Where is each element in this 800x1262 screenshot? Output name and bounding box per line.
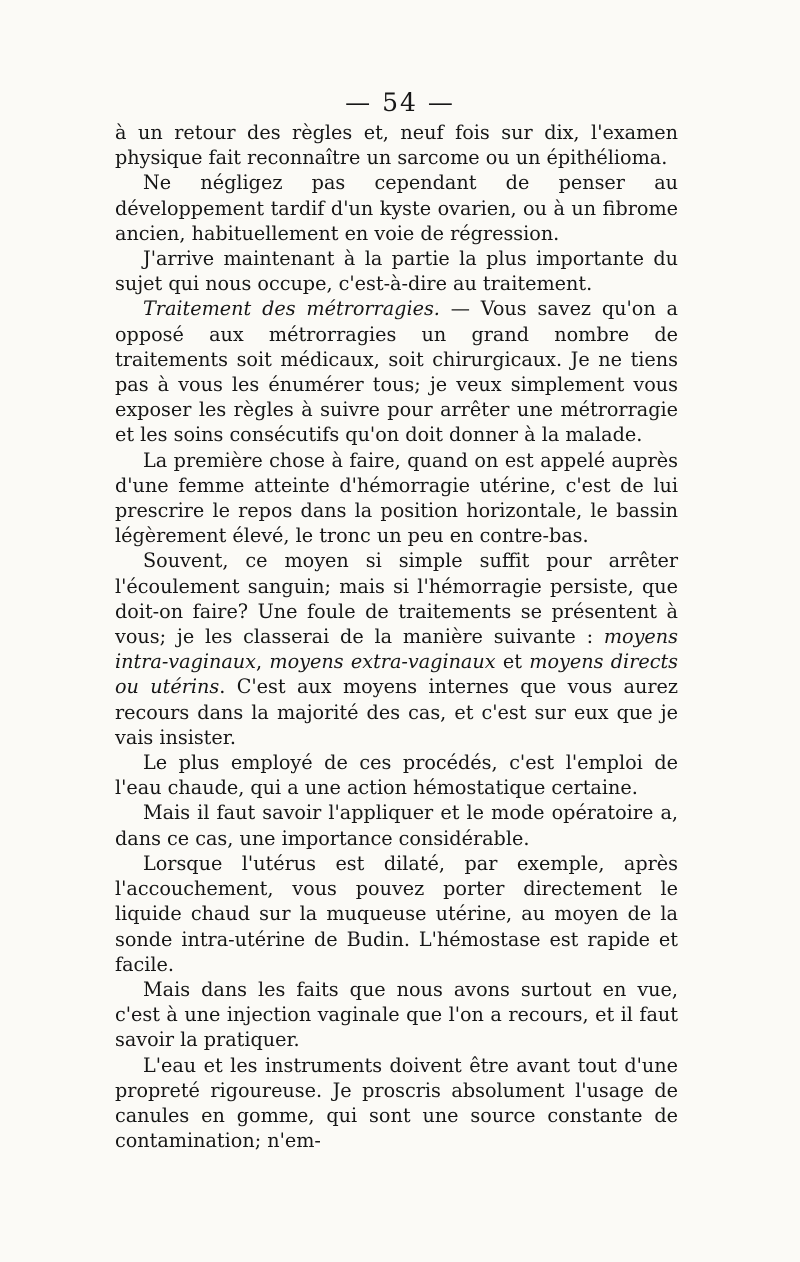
emphasis: moyens extra-vaginaux <box>269 650 496 674</box>
text-column <box>115 120 678 1153</box>
paragraph: Mais il faut savoir l'appliquer et le mode opératoire a, dans ce cas, une importance considérable. <box>115 801 678 850</box>
paragraph-text: et <box>495 650 530 674</box>
paragraph-continuation: à un retour des règles et, neuf fois sur dix, l'examen physique fait reconnaître un sarcome ou un épithélioma. <box>115 121 678 170</box>
paragraph: Lorsque l'utérus est dilaté, par exemple, après l'accouchement, vous pouvez porter directement le liquide chaud sur la muqueuse utérine, au moyen de la sonde intra-utérine de Budin. L'hémostase est rapide et facile. <box>115 851 678 976</box>
paragraph: L'eau et les instruments doivent être avant tout d'une propreté rigoureuse. Je proscris absolument l'usage de canules en gomme, qui sont une source constante de contamination; n'em- <box>115 1053 678 1153</box>
paragraph <box>115 548 678 750</box>
paragraph: La première chose à faire, quand on est appelé auprès d'une femme atteinte d'hémorragie utérine, c'est de lui prescrire le repos dans la position horizontale, le bassin légèrement élevé, le tronc un peu en contre-bas. <box>115 448 678 548</box>
paragraph-text: Souvent, ce moyen si simple suffit pour arrêter l'écoulement sanguin; mais si l'hémorragie persiste, que doit-on faire? Une foule de traitements se présentent à vous; je les classerai de la manière suivante : <box>115 549 678 649</box>
emphasis: moyens intra-vaginaux <box>115 625 678 674</box>
paragraph-text: . C'est aux moyens internes que vous aurez recours dans la majorité des cas, et c'est sur eux que je vais insister. <box>115 675 678 749</box>
page-number: — 54 — <box>345 88 455 117</box>
paragraph: Ne négligez pas cependant de penser au développement tardif d'un kyste ovarien, ou à un fibrome ancien, habituellement en voie de régression. <box>115 171 678 245</box>
paragraph-text: , <box>255 650 270 674</box>
paragraph-section-heading <box>115 296 678 447</box>
paragraph: Le plus employé de ces procédés, c'est l'emploi de l'eau chaude, qui a une action hémostatique certaine. <box>115 751 678 800</box>
paragraph: Mais dans les faits que nous avons surtout en vue, c'est à une injection vaginale que l'on a recours, et il faut savoir la pratiquer. <box>115 977 678 1052</box>
section-heading: Traitement des métrorragies. <box>143 297 440 321</box>
paragraph-text: — Vous savez qu'on a opposé aux métrorragies un grand nombre de traitements soit médicaux, soit chirurgicaux. Je ne tiens pas à vous les énumérer tous; je veux simplement vous exposer les règles à suivre pour arrêter une métrorragie et les soins consécutifs qu'on doit donner à la malade. <box>115 297 678 447</box>
paragraph: J'arrive maintenant à la partie la plus importante du sujet qui nous occupe, c'est-à-dire au traitement. <box>115 247 678 296</box>
emphasis: moyens directs ou utérins <box>115 650 679 699</box>
